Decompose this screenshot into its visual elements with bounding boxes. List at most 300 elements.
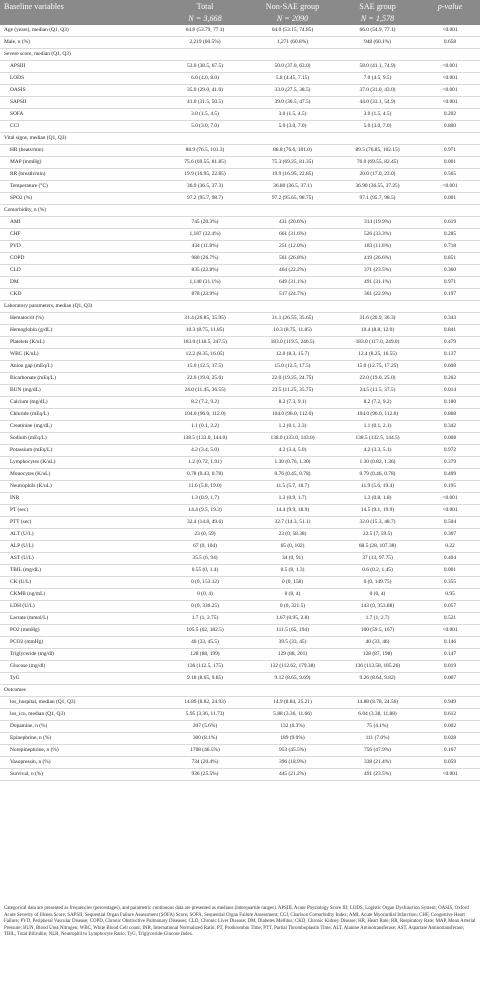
header-sae: SAE group bbox=[335, 0, 420, 13]
table-row bbox=[0, 757, 480, 769]
table-row bbox=[0, 469, 480, 481]
table-row bbox=[0, 229, 480, 241]
total-cell: 6.0 (4.0, 8.0) bbox=[160, 73, 250, 85]
sae-cell: 97.1 (95.7, 98.5) bbox=[335, 193, 420, 205]
sae-cell: 1.3 (0.8, 1.8) bbox=[335, 493, 420, 505]
table-row bbox=[0, 121, 480, 133]
section-label: Severe score, median (Q1, Q3) bbox=[0, 49, 480, 61]
variable-cell: Male, n (%) bbox=[0, 37, 160, 49]
sae-cell: 104.0 (96.0, 112.0) bbox=[335, 409, 420, 421]
variable-cell: AST (U/L) bbox=[0, 553, 160, 565]
total-cell: 14.4 (9.5, 19.3) bbox=[160, 505, 250, 517]
total-cell: 105.5 (62, 182.5) bbox=[160, 625, 250, 637]
non-sae-cell: 5.0 (3.0, 7.0) bbox=[250, 121, 335, 133]
table-row bbox=[0, 613, 480, 625]
variable-cell: OASIS bbox=[0, 85, 160, 97]
non-sae-cell: 36.80 (36.5, 37.1) bbox=[250, 181, 335, 193]
variable-cell: BUN (mg/dL) bbox=[0, 385, 160, 397]
non-sae-cell: 97.2 (95.65, 98.75) bbox=[250, 193, 335, 205]
sae-cell: 1.1 (0.1, 2.1) bbox=[335, 421, 420, 433]
section-row bbox=[0, 205, 480, 217]
sae-cell: 4.2 (3.3, 5.1) bbox=[335, 445, 420, 457]
variable-cell: Lactate (mmol/L) bbox=[0, 613, 160, 625]
total-cell: 32.4 (14.8, 49.6) bbox=[160, 517, 250, 529]
p-value-cell: 0.972 bbox=[420, 445, 480, 457]
table-row bbox=[0, 673, 480, 685]
variable-cell: COPD bbox=[0, 253, 160, 265]
variable-cell: Triglyceride (mg/dl) bbox=[0, 649, 160, 661]
p-value-cell: 0.028 bbox=[420, 733, 480, 745]
sae-cell: 68.5 (28, 107.38) bbox=[335, 541, 420, 553]
sae-cell: 31.6 (26.9, 36.3) bbox=[335, 313, 420, 325]
p-value-cell: 0.014 bbox=[420, 385, 480, 397]
variable-cell: Vasopressin, n (%) bbox=[0, 757, 160, 769]
table-row bbox=[0, 529, 480, 541]
non-sae-cell: 445 (21.2%) bbox=[250, 769, 335, 781]
p-value-cell: 0.658 bbox=[420, 37, 480, 49]
sae-cell: 14.5 (9.1, 19.9) bbox=[335, 505, 420, 517]
total-cell: 41.0 (31.5, 50.5) bbox=[160, 97, 250, 109]
variable-cell: AMI bbox=[0, 217, 160, 229]
sae-cell: 111 (7.0%) bbox=[335, 733, 420, 745]
variable-cell: LDH (U/L) bbox=[0, 601, 160, 613]
non-sae-cell: 8.2 (7.3, 9.1) bbox=[250, 397, 335, 409]
p-value-cell: 0.343 bbox=[420, 313, 480, 325]
variable-cell: Potassium (mEq/L) bbox=[0, 445, 160, 457]
variable-cell: Temperature (°C) bbox=[0, 181, 160, 193]
total-cell: 15.0 (12.5, 17.5) bbox=[160, 361, 250, 373]
section-label: Vital signs, median (Q1, Q3) bbox=[0, 133, 480, 145]
variable-cell: Norepinephrine, n (%) bbox=[0, 745, 160, 757]
sae-cell: 22.5 (7, 59.5) bbox=[335, 529, 420, 541]
non-sae-cell: 189 (9.0%) bbox=[250, 733, 335, 745]
non-sae-cell: 1.3 (0.9, 1.7) bbox=[250, 493, 335, 505]
variable-cell: DM bbox=[0, 277, 160, 289]
total-cell: 3.0 (1.5, 4.5) bbox=[160, 109, 250, 121]
sae-cell: 491 (23.5%) bbox=[335, 769, 420, 781]
p-value-cell: 0.360 bbox=[420, 265, 480, 277]
non-sae-cell: 138.0 (133.0, 143.0) bbox=[250, 433, 335, 445]
table-row bbox=[0, 337, 480, 349]
p-value-cell: 0.008 bbox=[420, 433, 480, 445]
p-value-cell: 0.404 bbox=[420, 553, 480, 565]
table-row bbox=[0, 625, 480, 637]
variable-cell: Calcium (mg/dL) bbox=[0, 397, 160, 409]
header-row bbox=[0, 0, 480, 13]
sae-cell: 12.4 (8.25, 16.55) bbox=[335, 349, 420, 361]
variable-cell: Age (years), median (Q1, Q3) bbox=[0, 25, 160, 37]
sae-cell: 138.5 (132.5, 144.5) bbox=[335, 433, 420, 445]
table-row bbox=[0, 445, 480, 457]
total-cell: 53.0 (38.5, 67.5) bbox=[160, 61, 250, 73]
table-row bbox=[0, 349, 480, 361]
total-cell: 434 (11.8%) bbox=[160, 241, 250, 253]
sae-cell: 128 (87, 198) bbox=[335, 649, 420, 661]
p-value-cell: 0.367 bbox=[420, 529, 480, 541]
variable-cell: CKMB (ng/mL) bbox=[0, 589, 160, 601]
total-cell: 745 (20.3%) bbox=[160, 217, 250, 229]
p-value-cell: 0.971 bbox=[420, 145, 480, 157]
variable-cell: Hematocrit (%) bbox=[0, 313, 160, 325]
total-cell: 88.9 (76.5, 101.3) bbox=[160, 145, 250, 157]
non-sae-cell: 19.9 (16.95, 22.85) bbox=[250, 169, 335, 181]
non-sae-cell: 39.0 (30.5, 47.5) bbox=[250, 97, 335, 109]
non-sae-cell: 11.5 (5.7, 18.7) bbox=[250, 481, 335, 493]
header-total: Total bbox=[160, 0, 250, 13]
p-value-cell: 0.800 bbox=[420, 121, 480, 133]
p-value-cell: 0.971 bbox=[420, 277, 480, 289]
sae-cell: 526 (33.3%) bbox=[335, 229, 420, 241]
p-value-cell: 0.379 bbox=[420, 457, 480, 469]
variable-cell: SOFA bbox=[0, 109, 160, 121]
p-value-cell: 0.147 bbox=[420, 649, 480, 661]
p-value-cell: 0.002 bbox=[420, 721, 480, 733]
non-sae-cell: 1.30 (0.76, 1.30) bbox=[250, 457, 335, 469]
non-sae-cell: 183.0 (119.5, 246.5) bbox=[250, 337, 335, 349]
non-sae-cell: 0 (0, 321.5) bbox=[250, 601, 335, 613]
variable-cell: RR (breath/min) bbox=[0, 169, 160, 181]
non-sae-cell: 649 (31.1%) bbox=[250, 277, 335, 289]
table-row bbox=[0, 37, 480, 49]
sae-cell: 1.7 (1, 2.7) bbox=[335, 613, 420, 625]
sae-cell: 36.90 (36.55, 37.25) bbox=[335, 181, 420, 193]
non-sae-cell: 1.2 (0.1, 2.3) bbox=[250, 421, 335, 433]
table-row bbox=[0, 457, 480, 469]
variable-cell: Epinephrine, n (%) bbox=[0, 733, 160, 745]
table-row bbox=[0, 169, 480, 181]
table-row bbox=[0, 709, 480, 721]
sae-cell: 37.0 (31.0, 43.0) bbox=[335, 85, 420, 97]
header-p-value: p-value bbox=[420, 0, 480, 13]
p-value-cell: 0.718 bbox=[420, 241, 480, 253]
p-value-cell: <0.001 bbox=[420, 769, 480, 781]
variable-cell: TBIL (mg/dL) bbox=[0, 565, 160, 577]
p-value-cell: 0.197 bbox=[420, 289, 480, 301]
header-variables: Baseline variables bbox=[0, 0, 160, 13]
non-sae-cell: 661 (31.6%) bbox=[250, 229, 335, 241]
p-value-cell: 0.001 bbox=[420, 157, 480, 169]
variable-cell: WBC (K/uL) bbox=[0, 349, 160, 361]
sae-cell: 136 (113.58, 185.26) bbox=[335, 661, 420, 673]
sae-cell: 10.4 (8.8, 12.0) bbox=[335, 325, 420, 337]
p-value-cell: 0.146 bbox=[420, 637, 480, 649]
total-cell: 23 (0, 59) bbox=[160, 529, 250, 541]
non-sae-cell: 12.0 (8.3, 15.7) bbox=[250, 349, 335, 361]
total-cell: 136 (112.5, 175) bbox=[160, 661, 250, 673]
sae-cell: 32.0 (15.3, 48.7) bbox=[335, 517, 420, 529]
table-row bbox=[0, 733, 480, 745]
p-value-cell: <0.001 bbox=[420, 97, 480, 109]
non-sae-cell: 1.67 (0.95, 2.8) bbox=[250, 613, 335, 625]
sae-cell: 5.0 (3.0, 7.0) bbox=[335, 121, 420, 133]
p-value-cell: 0.202 bbox=[420, 109, 480, 121]
table-row bbox=[0, 157, 480, 169]
total-cell: 36.9 (36.5, 37.3) bbox=[160, 181, 250, 193]
sae-cell: 75 (4.1%) bbox=[335, 721, 420, 733]
non-sae-cell: 0.5 (0, 1.3) bbox=[250, 565, 335, 577]
section-row bbox=[0, 685, 480, 697]
total-cell: 14.89 (8.82, 24.93) bbox=[160, 697, 250, 709]
variable-cell: TyG bbox=[0, 673, 160, 685]
table-row bbox=[0, 745, 480, 757]
non-sae-cell: 5.88 (3.36, 11.66) bbox=[250, 709, 335, 721]
p-value-cell: 0.057 bbox=[420, 601, 480, 613]
p-value-cell: 0.619 bbox=[420, 217, 480, 229]
p-value-cell: 0.167 bbox=[420, 745, 480, 757]
table-footnote: Categorical data are presented as frequencies (percentages), and parametric continuous data are presented as medians (interquartile ranges). APSIII, Acute Physiology Score III; LODS, Logistic Organ Dysfunction System; OASIS, Oxford Acute Severity of Illness Score; SAPSII, Sequential Organ Failure Assessment (SOFA) Score; SOFA, Sequential Organ Failure Assessment; CCI, Charlson Comorbidity Index; AMI, Acute Myocardial Infarction; CHF, Congestive Heart Failure; PVD, Peripheral Vascular Disease; COPD, Chronic Obstructive Pulmonary Diseases; CLD, Chronic Liver Disease; DM, Diabetes Mellitus; CKD, Chronic Kidney Disease; HR, Heart Rate; RR, Respiratory Rate; MAP, Mean Arterial Pressure; BUN, Blood Urea Nitrogen; WBC, White Blood Cell count; INR, International Normalized Ratio; PT, Prothrombin Time; PTT, Partial Thromboplastin Time; ALT, Alanine Aminotransferase; AST, Aspartate Aminotransferase; TBIL, Total Bilirubin; NLR, Neutrophil to Lymphocyte Ratio; TyG, Triglyceride-Glucose Index. bbox=[4, 906, 476, 938]
sae-cell: 66.0 (54.9, 77.1) bbox=[335, 25, 420, 37]
table-row bbox=[0, 769, 480, 781]
non-sae-cell: 4.2 (3.4, 5.0) bbox=[250, 445, 335, 457]
p-value-cell: 0.180 bbox=[420, 397, 480, 409]
section-row bbox=[0, 301, 480, 313]
sae-cell: 15.0 (12.75, 17.25) bbox=[335, 361, 420, 373]
total-cell: 64.8 (53.79, 77.1) bbox=[160, 25, 250, 37]
table-row bbox=[0, 313, 480, 325]
total-cell: 2,219 (60.5%) bbox=[160, 37, 250, 49]
total-cell: 5.0 (3.0, 7.0) bbox=[160, 121, 250, 133]
table-row bbox=[0, 721, 480, 733]
total-cell: 183.0 (118.5, 247.5) bbox=[160, 337, 250, 349]
p-value-cell: 0.565 bbox=[420, 169, 480, 181]
total-cell: 9.18 (8.65, 9.85) bbox=[160, 673, 250, 685]
p-value-cell: 0.95 bbox=[420, 589, 480, 601]
variable-cell: Platelets (K/uL) bbox=[0, 337, 160, 349]
section-row bbox=[0, 49, 480, 61]
p-value-cell: 0.137 bbox=[420, 349, 480, 361]
sae-cell: 100 (59.5, 167) bbox=[335, 625, 420, 637]
variable-cell: Chloride (mEq/L) bbox=[0, 409, 160, 421]
sae-cell: 948 (60.1%) bbox=[335, 37, 420, 49]
variable-cell: Glucose (mg/dl) bbox=[0, 661, 160, 673]
variable-cell: CCI bbox=[0, 121, 160, 133]
p-value-cell: <0.001 bbox=[420, 493, 480, 505]
sae-cell: 491 (31.1%) bbox=[335, 277, 420, 289]
variable-cell: PCO2 (mmHg) bbox=[0, 637, 160, 649]
non-sae-cell: 22.0 (19.25, 24.75) bbox=[250, 373, 335, 385]
variable-cell: PTT (sec) bbox=[0, 517, 160, 529]
sae-cell: 76.0 (69.55, 82.45) bbox=[335, 157, 420, 169]
sae-cell: 183.0 (117.0, 249.0) bbox=[335, 337, 420, 349]
total-cell: 734 (20.4%) bbox=[160, 757, 250, 769]
section-label: Outcomes bbox=[0, 685, 480, 697]
non-sae-cell: 75.3 (69.25, 81.35) bbox=[250, 157, 335, 169]
variable-cell: SAPSII bbox=[0, 97, 160, 109]
table-row bbox=[0, 397, 480, 409]
sae-cell: 9.26 (8.64, 9.82) bbox=[335, 673, 420, 685]
non-sae-cell: 23 (0, 58.38) bbox=[250, 529, 335, 541]
non-sae-cell: 129 (88, 201) bbox=[250, 649, 335, 661]
total-cell: 207 (5.6%) bbox=[160, 721, 250, 733]
non-sae-cell: 32.7 (14.3, 51.1) bbox=[250, 517, 335, 529]
total-cell: 22.0 (19.0, 25.0) bbox=[160, 373, 250, 385]
total-cell: 1.3 (0.9, 1.7) bbox=[160, 493, 250, 505]
non-sae-cell: 39.5 (33, 45) bbox=[250, 637, 335, 649]
variable-cell: Anion gap (mEq/L) bbox=[0, 361, 160, 373]
variable-cell: CLD bbox=[0, 265, 160, 277]
total-cell: 8.2 (7.2, 9.2) bbox=[160, 397, 250, 409]
variable-cell: los_hospital, median (Q1, Q3) bbox=[0, 697, 160, 709]
total-cell: 4.2 (3.4, 5.0) bbox=[160, 445, 250, 457]
sae-cell: 371 (23.5%) bbox=[335, 265, 420, 277]
non-sae-cell: 464 (22.2%) bbox=[250, 265, 335, 277]
sae-cell: 419 (26.6%) bbox=[335, 253, 420, 265]
total-cell: 12.2 (8.35, 16.05) bbox=[160, 349, 250, 361]
table-row bbox=[0, 541, 480, 553]
non-sae-cell: 23.5 (11.25, 35.75) bbox=[250, 385, 335, 397]
total-cell: 936 (25.5%) bbox=[160, 769, 250, 781]
table-row bbox=[0, 217, 480, 229]
table-row bbox=[0, 193, 480, 205]
table-row bbox=[0, 181, 480, 193]
table-row bbox=[0, 241, 480, 253]
table-row bbox=[0, 385, 480, 397]
table-row bbox=[0, 373, 480, 385]
p-value-cell: <0.001 bbox=[420, 25, 480, 37]
total-cell: 31.4 (26.85, 35.95) bbox=[160, 313, 250, 325]
non-sae-cell: 65 (0, 102) bbox=[250, 541, 335, 553]
p-value-cell: 0.019 bbox=[420, 661, 480, 673]
total-cell: 0 (0, 153.12) bbox=[160, 577, 250, 589]
non-sae-cell: 9.12 (8.65, 9.69) bbox=[250, 673, 335, 685]
p-value-cell: 0.612 bbox=[420, 709, 480, 721]
table-body bbox=[0, 25, 480, 781]
variable-cell: Lymphocytes (K/uL) bbox=[0, 457, 160, 469]
non-sae-cell: 88.8 (76.6, 101.0) bbox=[250, 145, 335, 157]
variable-cell: CK (U/L) bbox=[0, 577, 160, 589]
table-row bbox=[0, 61, 480, 73]
total-cell: 0 (0, 4) bbox=[160, 589, 250, 601]
n-sae: N = 1,578 bbox=[335, 13, 420, 25]
table-row bbox=[0, 697, 480, 709]
total-cell: 24.0 (11.45, 36.55) bbox=[160, 385, 250, 397]
sae-cell: 1.30 (0.82, 1.36) bbox=[335, 457, 420, 469]
sae-cell: 89.5 (76.85, 102.15) bbox=[335, 145, 420, 157]
table-row bbox=[0, 577, 480, 589]
p-value-cell: 0.285 bbox=[420, 229, 480, 241]
sae-cell: 8.2 (7.2, 9.2) bbox=[335, 397, 420, 409]
table-row bbox=[0, 361, 480, 373]
sae-cell: 40 (33, 46) bbox=[335, 637, 420, 649]
sae-cell: 20.0 (17.0, 23.0) bbox=[335, 169, 420, 181]
variable-cell: Dopamine, n (%) bbox=[0, 721, 160, 733]
sae-cell: 183 (11.6%) bbox=[335, 241, 420, 253]
section-label: Comorbidity, n (%) bbox=[0, 205, 480, 217]
total-cell: 1.7 (1, 2.75) bbox=[160, 613, 250, 625]
p-value-cell: <0.001 bbox=[420, 505, 480, 517]
total-cell: 19.9 (16.95, 22.85) bbox=[160, 169, 250, 181]
total-cell: 1.1 (0.1, 2.2) bbox=[160, 421, 250, 433]
p-value-cell: 0.22 bbox=[420, 541, 480, 553]
p-value-cell: 0.841 bbox=[420, 325, 480, 337]
p-value-cell: 0.949 bbox=[420, 697, 480, 709]
p-value-cell: 0.608 bbox=[420, 361, 480, 373]
sae-cell: 143 (0, 353.88) bbox=[335, 601, 420, 613]
non-sae-cell: 953 (45.5%) bbox=[250, 745, 335, 757]
sae-cell: 756 (47.9%) bbox=[335, 745, 420, 757]
n-non-sae: N = 2090 bbox=[250, 13, 335, 25]
sae-cell: 361 (22.9%) bbox=[335, 289, 420, 301]
non-sae-cell: 5.8 (4.45, 7.15) bbox=[250, 73, 335, 85]
variable-cell: CKD bbox=[0, 289, 160, 301]
non-sae-cell: 3.0 (1.5, 4.5) bbox=[250, 109, 335, 121]
variable-cell: LODS bbox=[0, 73, 160, 85]
table-row bbox=[0, 553, 480, 565]
p-value-cell: 0.195 bbox=[420, 481, 480, 493]
p-value-cell: 0.355 bbox=[420, 577, 480, 589]
non-sae-cell: 15.0 (12.5, 17.5) bbox=[250, 361, 335, 373]
total-cell: 878 (23.9%) bbox=[160, 289, 250, 301]
total-cell: 97.2 (95.7, 98.7) bbox=[160, 193, 250, 205]
non-sae-cell: 0 (0, 158) bbox=[250, 577, 335, 589]
variable-cell: INR bbox=[0, 493, 160, 505]
variable-cell: PVD bbox=[0, 241, 160, 253]
section-row bbox=[0, 133, 480, 145]
sae-cell: 22.0 (19.0, 25.0) bbox=[335, 373, 420, 385]
variable-cell: MAP (mmHg) bbox=[0, 157, 160, 169]
non-sae-cell: 34 (0, 91) bbox=[250, 553, 335, 565]
p-value-cell: <0.001 bbox=[420, 85, 480, 97]
p-value-cell: <0.001 bbox=[420, 61, 480, 73]
table-row bbox=[0, 253, 480, 265]
p-value-cell: <0.001 bbox=[420, 625, 480, 637]
total-cell: 75.6 (69.55, 81.85) bbox=[160, 157, 250, 169]
non-sae-cell: 14.9 (8.84, 25.21) bbox=[250, 697, 335, 709]
total-cell: 1,140 (31.1%) bbox=[160, 277, 250, 289]
sae-cell: 11.9 (5.6, 19.4) bbox=[335, 481, 420, 493]
variable-cell: APSIII bbox=[0, 61, 160, 73]
sample-size-row bbox=[0, 13, 480, 25]
table-row bbox=[0, 637, 480, 649]
variable-cell: Hemoglobin (g/dL) bbox=[0, 325, 160, 337]
total-cell: 128 (88, 199) bbox=[160, 649, 250, 661]
p-value-cell: 0.504 bbox=[420, 517, 480, 529]
table-row bbox=[0, 109, 480, 121]
p-value-cell: 0.479 bbox=[420, 337, 480, 349]
p-value-cell: 0.262 bbox=[420, 373, 480, 385]
variable-cell: Sodium (mEq/L) bbox=[0, 433, 160, 445]
total-cell: 35.5 (6, 94) bbox=[160, 553, 250, 565]
p-value-cell: 0.409 bbox=[420, 469, 480, 481]
sae-cell: 0 (0, 149.75) bbox=[335, 577, 420, 589]
p-value-cell: 0.521 bbox=[420, 613, 480, 625]
non-sae-cell: 0 (0, 4) bbox=[250, 589, 335, 601]
variable-cell: Neutrophils (K/uL) bbox=[0, 481, 160, 493]
total-cell: 1,187 (32.4%) bbox=[160, 229, 250, 241]
table-row bbox=[0, 517, 480, 529]
variable-cell: PT (sec) bbox=[0, 505, 160, 517]
variable-cell: SPO2 (%) bbox=[0, 193, 160, 205]
table-row bbox=[0, 85, 480, 97]
sae-cell: 3.0 (1.5, 4.5) bbox=[335, 109, 420, 121]
total-cell: 5.95 (3.36, 11.73) bbox=[160, 709, 250, 721]
p-value-cell: 0.342 bbox=[420, 421, 480, 433]
section-label: Laboratory parameters, median (Q1, Q3) bbox=[0, 301, 480, 313]
table-row bbox=[0, 277, 480, 289]
table-row bbox=[0, 145, 480, 157]
p-value-cell: 0.001 bbox=[420, 565, 480, 577]
non-sae-cell: 104.0 (96.0, 112.0) bbox=[250, 409, 335, 421]
header-non-sae: Non-SAE group bbox=[250, 0, 335, 13]
table-row bbox=[0, 661, 480, 673]
sae-cell: 0.79 (0.46, 0.78) bbox=[335, 469, 420, 481]
non-sae-cell: 132 (112.62, 179.38) bbox=[250, 661, 335, 673]
total-cell: 67 (0, 104) bbox=[160, 541, 250, 553]
total-cell: 40 (33, 45.5) bbox=[160, 637, 250, 649]
total-cell: 1.2 (0.72, 1.91) bbox=[160, 457, 250, 469]
table-row bbox=[0, 505, 480, 517]
table-row bbox=[0, 289, 480, 301]
